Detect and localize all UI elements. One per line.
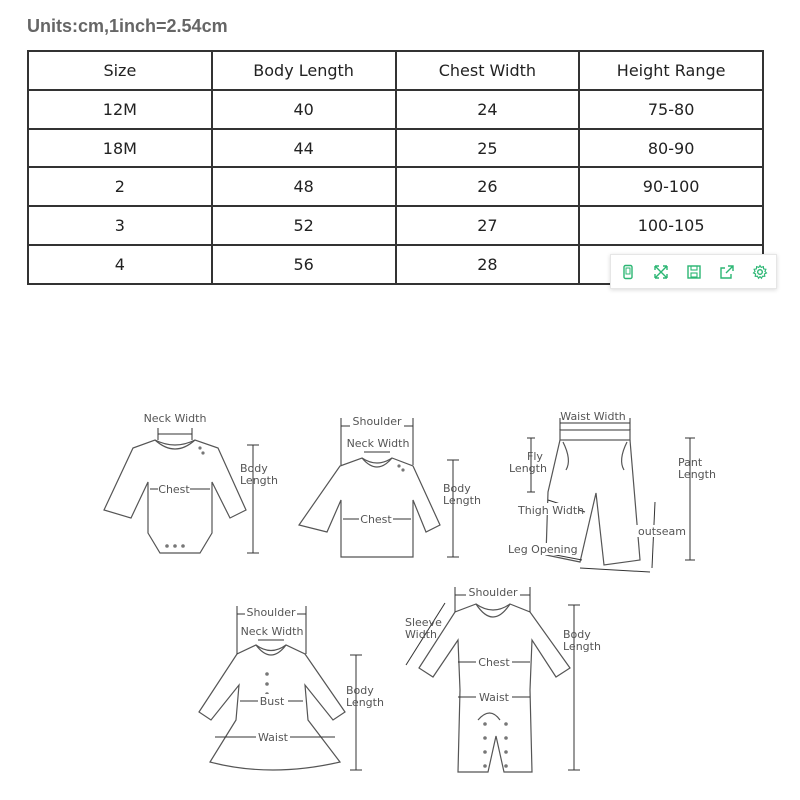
header-cell: Chest Width: [396, 51, 580, 90]
label-neck-width: Neck Width: [346, 437, 410, 450]
label-body-length-1: Body: [240, 462, 268, 475]
label-body-length: Body Length: [563, 628, 601, 653]
label-waist: Waist: [257, 731, 289, 744]
label-neck-width: Neck Width: [240, 625, 304, 638]
table-cell: 52: [212, 206, 396, 245]
bodysuit-diagram: [104, 412, 278, 553]
label-bust: Bust: [259, 695, 285, 708]
units-note: Units:cm,1inch=2.54cm: [27, 16, 228, 36]
table-cell: 4: [28, 245, 212, 284]
table-cell: 80-90: [579, 129, 763, 168]
table-cell: 25: [396, 129, 580, 168]
label-fly-length: Fly Length: [509, 450, 547, 475]
table-cell: 27: [396, 206, 580, 245]
label-shoulder: Shoulder: [352, 415, 402, 428]
label-neck-width: Neck Width: [143, 412, 207, 425]
table-cell: 48: [212, 167, 396, 206]
label-shoulder: Shoulder: [468, 586, 518, 599]
label-chest: Chest: [158, 483, 190, 496]
label-sleeve-width: Sleeve Width: [405, 616, 442, 641]
label-thigh-width: Thigh Width: [518, 504, 585, 517]
pants-diagram: [507, 410, 716, 572]
header-cell: Height Range: [579, 51, 763, 90]
table-cell: 18M: [28, 129, 212, 168]
label-waist: Waist: [478, 691, 510, 704]
table-cell: 26: [396, 167, 580, 206]
dress-diagram: [199, 605, 384, 770]
label-chest: Chest: [360, 513, 392, 526]
label-waist-width: Waist Width: [560, 410, 626, 423]
table-cell: 90-100: [579, 167, 763, 206]
table-cell: 56: [212, 245, 396, 284]
romper-diagram: [405, 585, 601, 772]
table-cell: 12M: [28, 90, 212, 129]
table-cell: 40: [212, 90, 396, 129]
table-cell: 24: [396, 90, 580, 129]
table-cell: 2: [28, 167, 212, 206]
label-shoulder: Shoulder: [246, 606, 296, 619]
table-cell: 28: [396, 245, 580, 284]
label-outseam: outseam: [638, 525, 686, 538]
label-pant-length: Pant Length: [678, 456, 716, 481]
label-body-length: [240, 462, 278, 487]
tshirt-diagram: [299, 414, 481, 557]
label-chest: Chest: [478, 656, 510, 669]
label-leg-opening: Leg Opening: [508, 543, 578, 556]
header-cell: Body Length: [212, 51, 396, 90]
table-cell: 75-80: [579, 90, 763, 129]
label-body-length: Body Length: [443, 482, 481, 507]
header-cell: Size: [28, 51, 212, 90]
table-cell: 44: [212, 129, 396, 168]
table-cell: 100-105: [579, 206, 763, 245]
table-cell: 3: [28, 206, 212, 245]
label-body-length-2: Length: [240, 474, 278, 487]
label-body-length: Body Length: [346, 684, 384, 709]
